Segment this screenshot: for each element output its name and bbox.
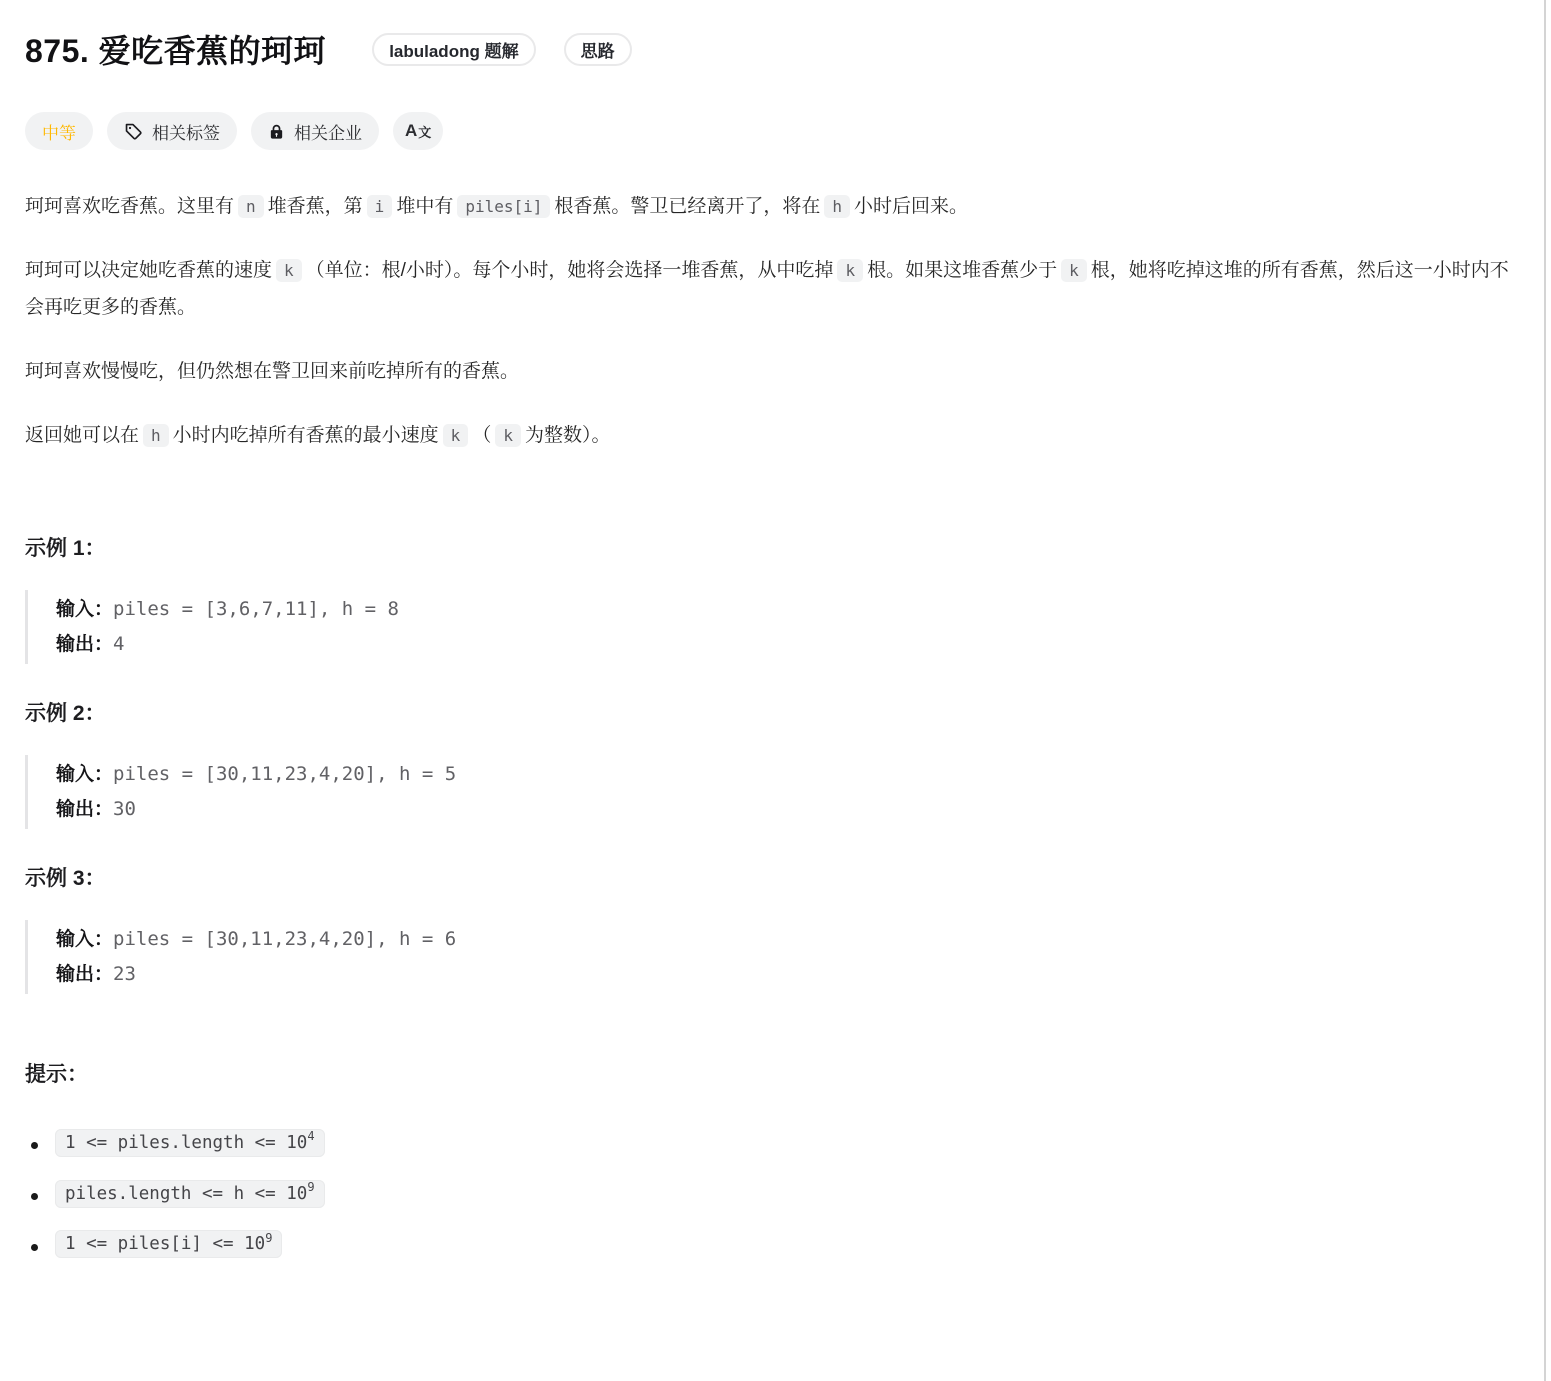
related-tags-button[interactable] — [107, 112, 237, 150]
translate-button[interactable] — [393, 112, 443, 150]
difficulty-badge[interactable]: 中等 — [25, 112, 93, 150]
io-value: piles = [30,11,23,4,20], h = 5 — [113, 763, 457, 785]
constraint-item — [55, 1130, 1515, 1153]
description-text: 为整数）。 — [524, 425, 611, 446]
constraint-code: 1 <= piles.length <= $10^4$ — [55, 1129, 325, 1157]
example-title: 示例 1： — [25, 537, 106, 560]
description-paragraph — [25, 353, 1515, 390]
example-title: 示例 3： — [25, 867, 106, 890]
description-text: 珂珂可以决定她吃香蕉的速度 — [25, 260, 273, 281]
constraint-item — [55, 1232, 1515, 1255]
problem-header — [25, 26, 1515, 72]
constraint-code: 1 <= piles[i] <= $10^9$ — [55, 1230, 282, 1258]
example-block — [25, 697, 1515, 829]
io-label: 输出： — [56, 634, 114, 655]
page-title: 875. 爱吃香蕉的珂珂 — [25, 33, 327, 69]
description-text: （ — [472, 425, 492, 446]
example-block — [25, 532, 1515, 664]
description-paragraph — [25, 417, 1515, 454]
inline-code: i — [367, 195, 393, 218]
io-label: 输出： — [56, 799, 114, 820]
inline-code: k — [1061, 259, 1087, 282]
example-io — [25, 755, 1515, 829]
lock-icon — [268, 123, 285, 140]
inline-code: k — [276, 259, 302, 282]
constraint-code: piles.length <= $h <= 10^9$ — [55, 1180, 325, 1208]
io-value: 30 — [113, 798, 136, 820]
description-text: 根。如果这堆香蕉少于 — [867, 260, 1058, 281]
io-label: 输入： — [56, 764, 114, 785]
examples-section — [25, 532, 1515, 994]
translate-icon: A 文 — [405, 121, 432, 140]
inline-code: k — [837, 259, 863, 282]
io-label: 输出： — [56, 964, 114, 985]
related-companies-button[interactable] — [251, 112, 379, 150]
problem-description — [25, 188, 1515, 454]
description-paragraph — [25, 188, 1515, 225]
io-label: 输入： — [56, 929, 114, 950]
description-text: 堆香蕉，第 — [267, 196, 363, 217]
example-io — [25, 920, 1515, 994]
description-text: 小时后回来。 — [854, 196, 969, 217]
description-text: 珂珂喜欢吃香蕉。这里有 — [25, 196, 235, 217]
description-text: 返回她可以在 — [25, 425, 140, 446]
meta-pills-row — [25, 112, 1515, 150]
inline-code: piles[i] — [457, 195, 550, 218]
description-text: 根，她将吃掉这堆的所有香蕉，然后这一小时内不会再吃更多的香蕉。 — [25, 260, 1509, 318]
constraint-exponent: 4 — [307, 1129, 315, 1143]
inline-code: n — [238, 195, 264, 218]
inline-code: k — [443, 424, 469, 447]
inline-code: k — [495, 424, 521, 447]
io-label: 输入： — [56, 599, 114, 620]
example-title: 示例 2： — [25, 702, 106, 725]
hints-title: 提示： — [25, 1063, 88, 1086]
related-companies-label: 相关企业 — [294, 123, 362, 143]
idea-badge[interactable]: 思路 — [564, 33, 632, 66]
example-io — [25, 590, 1515, 664]
description-text: 根香蕉。警卫已经离开了，将在 — [554, 196, 821, 217]
description-text: （单位：根/小时）。每个小时，她将会选择一堆香蕉，从中吃掉 — [305, 260, 834, 281]
inline-code: h — [143, 424, 169, 447]
description-text: 堆中有 — [396, 196, 454, 217]
constraint-exponent: 9 — [265, 1230, 273, 1245]
constraint-exponent: 9 — [307, 1179, 315, 1194]
example-block — [25, 862, 1515, 994]
tag-icon — [124, 122, 143, 141]
io-value: 23 — [113, 963, 136, 985]
hints-section — [25, 1058, 1515, 1254]
io-value: piles = [3,6,7,11], h = 8 — [113, 598, 399, 620]
constraints-list — [25, 1130, 1515, 1254]
description-text: 珂珂喜欢慢慢吃，但仍然想在警卫回来前吃掉所有的香蕉。 — [25, 361, 520, 382]
description-paragraph — [25, 252, 1515, 326]
related-tags-label: 相关标签 — [152, 123, 220, 143]
constraint-item — [55, 1181, 1515, 1204]
io-value: piles = [30,11,23,4,20], h = 6 — [113, 928, 457, 950]
labuladong-solution-badge[interactable]: labuladong 题解 — [372, 33, 535, 66]
io-value: 4 — [113, 633, 125, 655]
inline-code: h — [824, 195, 850, 218]
description-text: 小时内吃掉所有香蕉的最小速度 — [172, 425, 439, 446]
